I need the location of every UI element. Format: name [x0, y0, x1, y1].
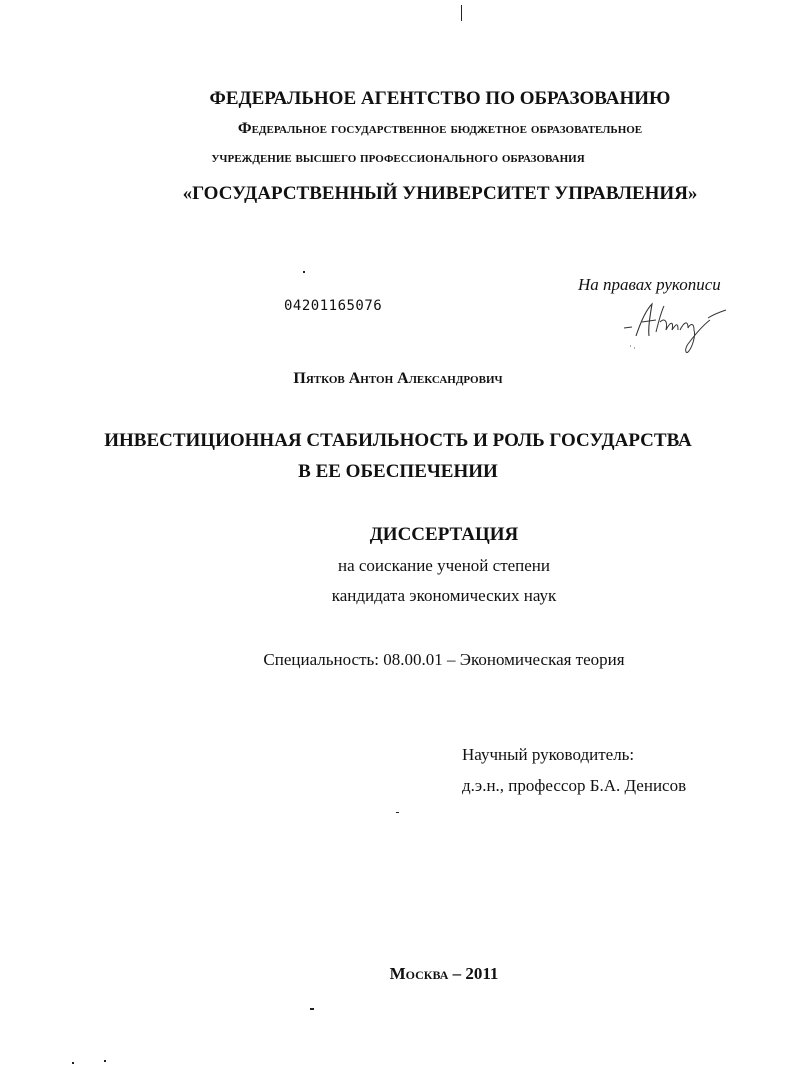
catalog-code: 04201165076	[284, 298, 383, 314]
degree-purpose-line-1: на соискание ученой степени	[337, 556, 551, 575]
scan-mark	[72, 1062, 74, 1064]
signature-icon	[622, 296, 734, 356]
scan-mark	[310, 1008, 314, 1010]
specialty: Специальность: 08.00.01 – Экономическая теория	[263, 650, 625, 669]
supervisor-name: д.э.н., профессор Б.А. Денисов	[462, 776, 687, 795]
scan-mark	[104, 1060, 106, 1062]
degree-purpose-line-2: кандидата экономических наук	[331, 586, 557, 605]
dissertation-title-line-1: ИНВЕСТИЦИОННАЯ СТАБИЛЬНОСТЬ И РОЛЬ ГОСУДАРСТВА	[104, 430, 692, 451]
supervisor-label: Научный руководитель:	[462, 745, 635, 764]
document-type: ДИССЕРТАЦИЯ	[369, 524, 519, 545]
author-name: Пятков Антон Александрович	[293, 370, 503, 387]
scan-mark	[303, 271, 305, 273]
scan-mark	[461, 5, 462, 21]
university-name: «ГОСУДАРСТВЕННЫЙ УНИВЕРСИТЕТ УПРАВЛЕНИЯ»	[182, 183, 698, 204]
institution-line-1: Федеральное государственное бюджетное образовательное	[237, 120, 643, 137]
scan-mark	[396, 812, 399, 813]
manuscript-note: На правах рукописи	[578, 275, 721, 294]
city-year: Москва – 2011	[389, 964, 499, 983]
dissertation-title-line-2: В ЕЕ ОБЕСПЕЧЕНИИ	[298, 461, 498, 482]
agency-name: ФЕДЕРАЛЬНОЕ АГЕНТСТВО ПО ОБРАЗОВАНИЮ	[209, 88, 671, 109]
institution-line-2: учреждение высшего профессионального образования	[211, 150, 585, 166]
